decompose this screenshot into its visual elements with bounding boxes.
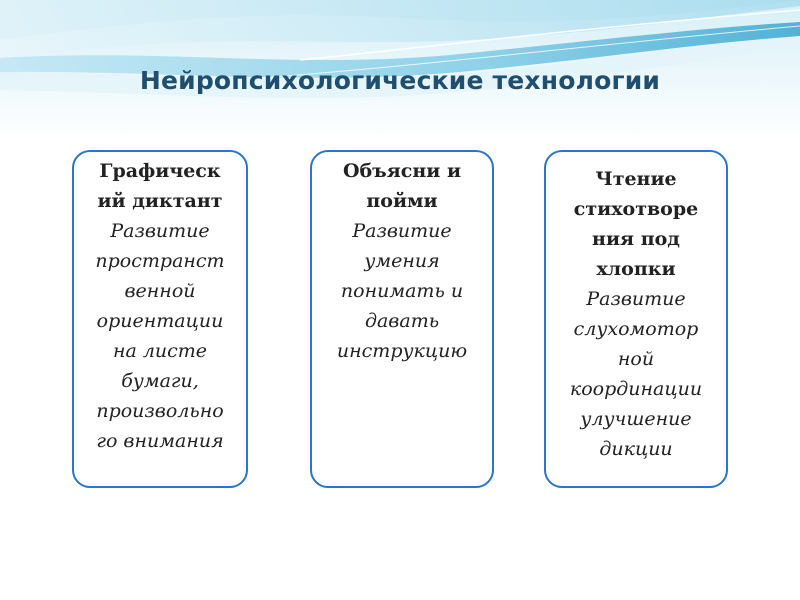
card-title-line: Чтение	[595, 168, 677, 190]
card-desc-line: понимать и	[340, 280, 464, 302]
card-title-line: ий диктант	[97, 190, 223, 212]
card-desc-line: слухомотор	[573, 318, 699, 340]
card-desc-line: на листе	[112, 340, 208, 362]
card-title-line: пойми	[366, 190, 438, 212]
card-graphic-dictation	[72, 150, 248, 488]
card-title-line: Графическ	[99, 160, 221, 182]
card-explain-understand	[310, 150, 494, 488]
card-desc-line: инструкцию	[336, 340, 468, 362]
card-poem-reading	[544, 150, 728, 488]
card-desc-line: Развитие	[586, 288, 686, 310]
card-desc-line: ной	[617, 348, 655, 370]
card-title-line: хлопки	[596, 258, 676, 280]
card-title-line: Объясни и	[342, 160, 462, 182]
card-desc-line: улучшение	[580, 408, 692, 430]
card-title-line: стихотворе	[573, 198, 699, 220]
card-title-line: ния под	[592, 228, 680, 250]
card-desc-line: давать	[364, 310, 440, 332]
card-desc-line: пространст	[95, 250, 225, 272]
card-desc-line: дикции	[599, 438, 673, 460]
card-desc-line: го внимания	[96, 430, 224, 452]
slide-title: Нейропсихологические технологии	[139, 66, 661, 95]
card-desc-line: координации	[569, 378, 703, 400]
card-desc-line: произвольно	[96, 400, 224, 422]
card-desc-line: ориентации	[96, 310, 224, 332]
card-desc-line: умения	[364, 250, 440, 272]
card-desc-line: Развитие	[352, 220, 452, 242]
card-desc-line: венной	[124, 280, 196, 302]
card-desc-line: Развитие	[110, 220, 210, 242]
card-desc-line: бумаги,	[121, 370, 199, 392]
